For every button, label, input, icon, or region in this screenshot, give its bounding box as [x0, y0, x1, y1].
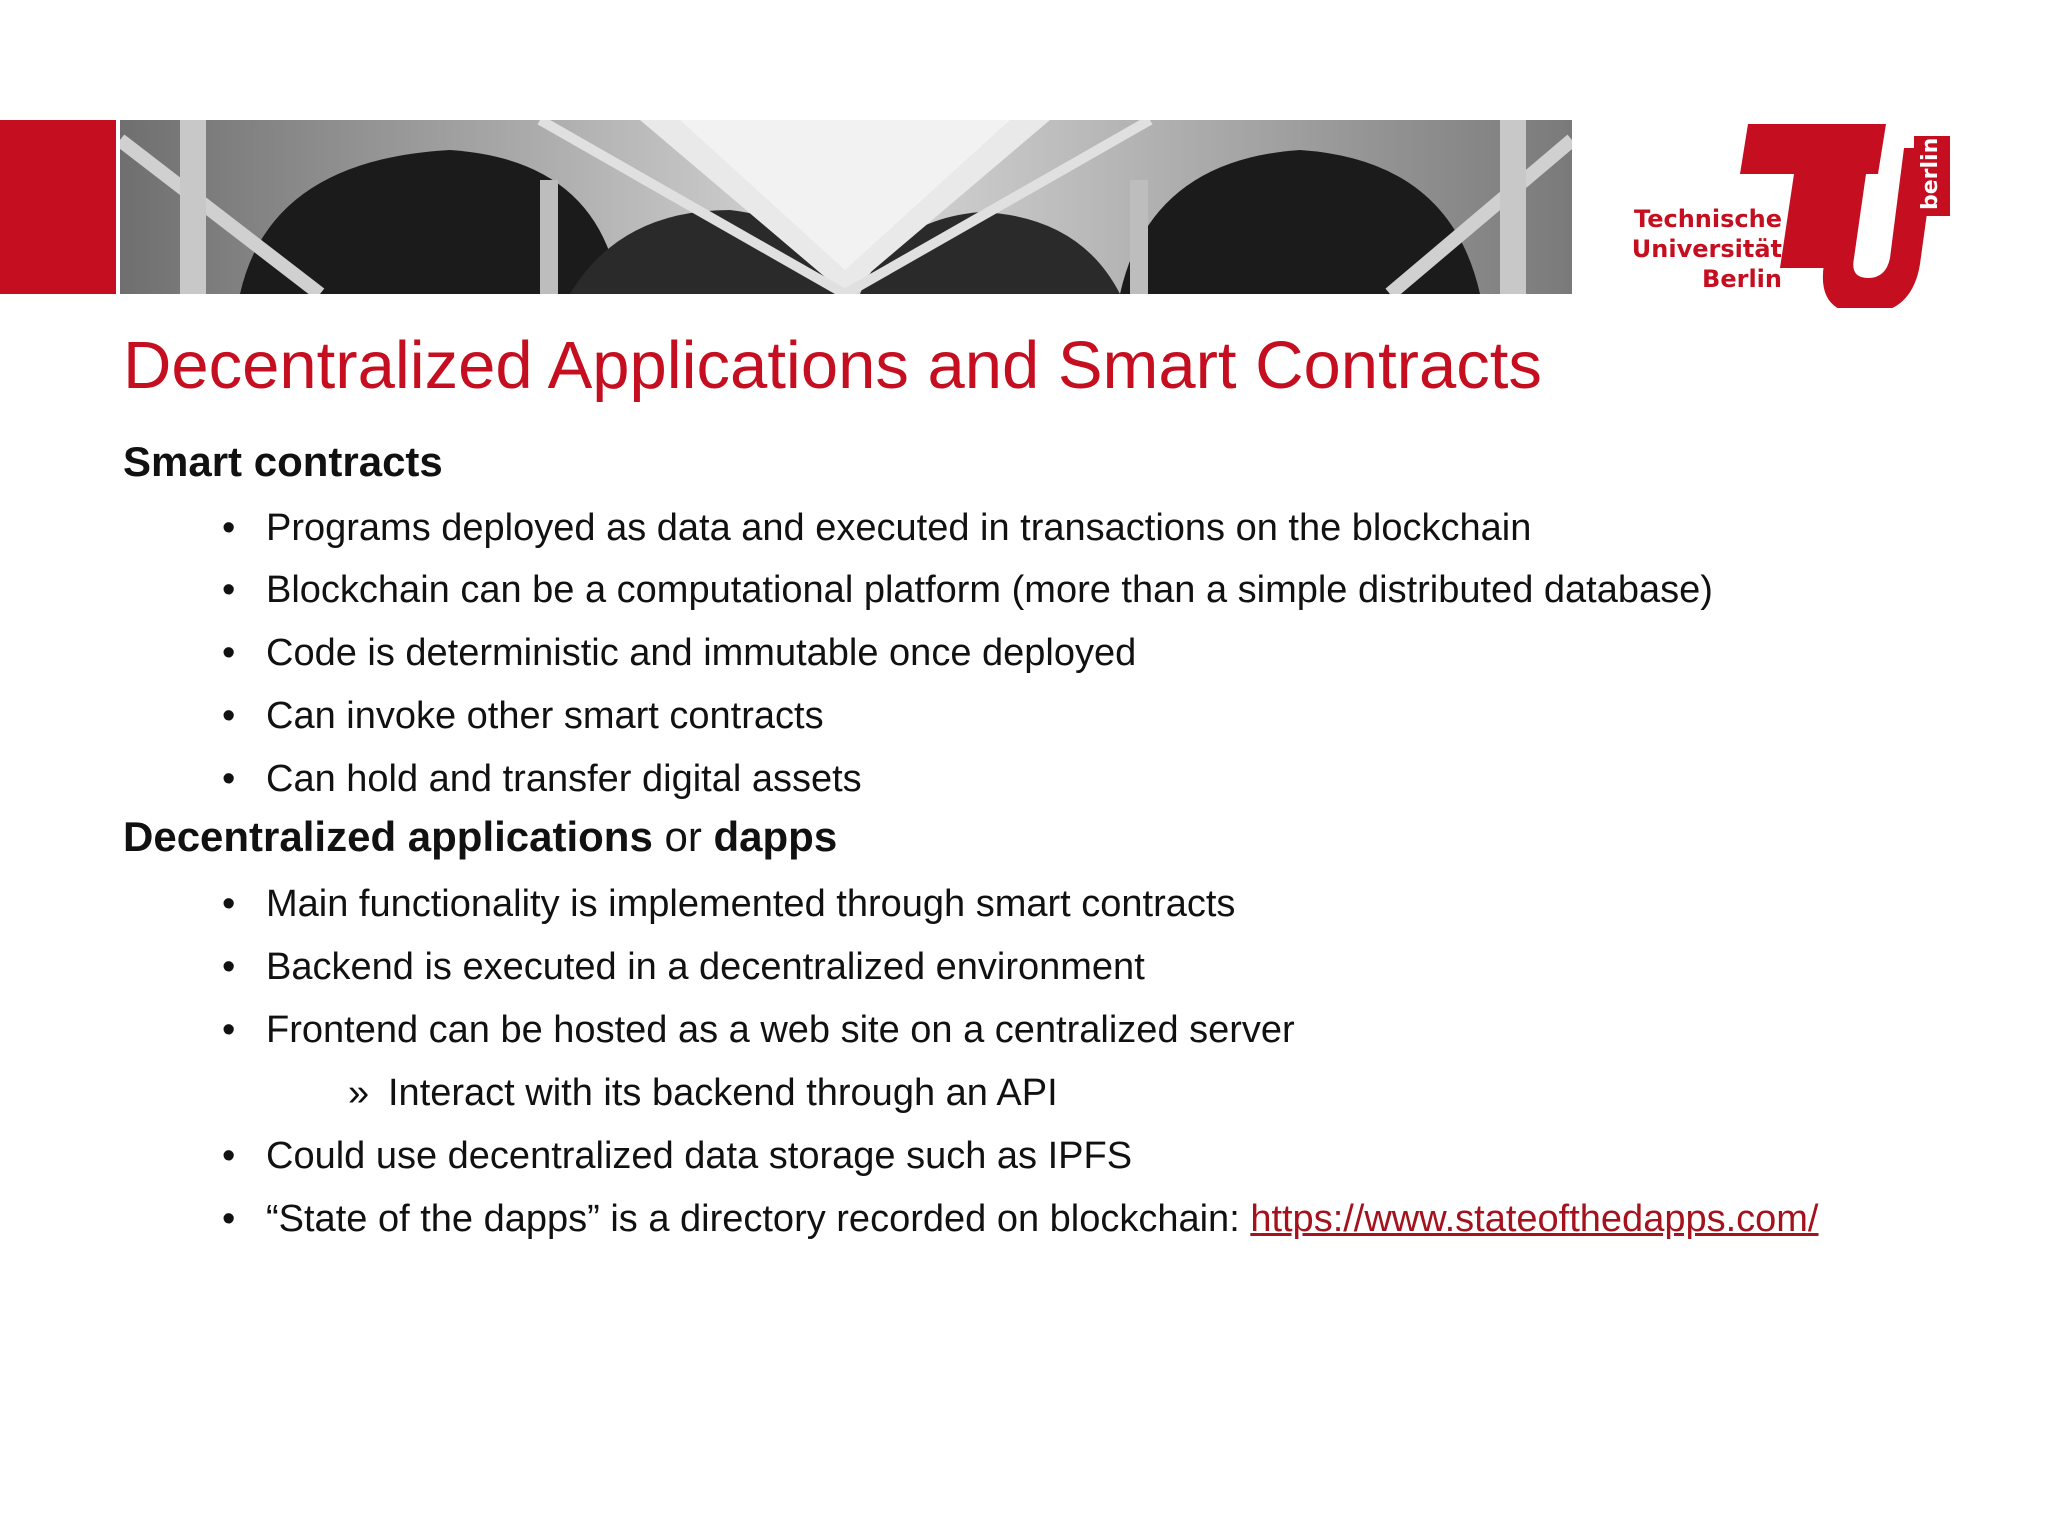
- header-red-block: [0, 120, 116, 294]
- list-item-text: Could use decentralized data storage such as IPFS: [266, 1135, 1133, 1177]
- bullet-marker: •: [222, 758, 236, 800]
- stateofthedapps-link[interactable]: https://www.stateofthedapps.com/: [1250, 1198, 1819, 1240]
- section-heading-smart-contracts: [123, 436, 443, 488]
- logo-word-technische: Technische: [1634, 205, 1782, 233]
- bullet-marker: •: [222, 507, 236, 549]
- list-item-text: [266, 1195, 1819, 1243]
- logo-word-berlin: Berlin: [1702, 265, 1782, 293]
- list-item-text: Can invoke other smart contracts: [266, 695, 824, 737]
- logo-word-universitaet: Universität: [1631, 235, 1782, 263]
- list-item-text-lead: “State of the dapps” is a directory recorded on blockchain:: [266, 1198, 1251, 1240]
- list-item-text: Programs deployed as data and executed in transactions on the blockchain: [266, 507, 1532, 549]
- bullet-marker: •: [222, 1135, 236, 1177]
- header-banner-image: [120, 120, 1572, 294]
- section-heading-part3: dapps: [713, 813, 838, 860]
- sub-list-item-text: Interact with its backend through an API: [388, 1072, 1058, 1114]
- logo-city-tag: berlin: [1918, 137, 1943, 210]
- list-item-text: Blockchain can be a computational platform (more than a simple distributed database): [266, 569, 1713, 611]
- section-heading-dapps: [123, 811, 837, 863]
- bullet-marker: •: [222, 883, 236, 925]
- list-item-text: Can hold and transfer digital assets: [266, 758, 862, 800]
- bullet-marker: •: [222, 1198, 236, 1240]
- list-item-text: Backend is executed in a decentralized environment: [266, 946, 1145, 988]
- list-item-text: Frontend can be hosted as a web site on a centralized server: [266, 1009, 1295, 1051]
- section-heading-part1: Decentralized applications: [123, 813, 653, 860]
- sub-bullet-marker: »: [348, 1072, 370, 1114]
- list-item-text: Code is deterministic and immutable once deployed: [266, 632, 1137, 674]
- tu-berlin-logo: [1628, 118, 1958, 308]
- bullet-marker: •: [222, 695, 236, 737]
- bullet-marker: •: [222, 632, 236, 674]
- list-item-text: Main functionality is implemented through smart contracts: [266, 883, 1236, 925]
- bullet-marker: •: [222, 1009, 236, 1051]
- bullet-marker: •: [222, 946, 236, 988]
- slide-title: Decentralized Applications and Smart Contracts: [123, 328, 1542, 403]
- section-heading-text: Smart contracts: [123, 438, 443, 485]
- bullet-marker: •: [222, 569, 236, 611]
- section-heading-part2: or: [652, 813, 714, 860]
- banner-architecture-picture: [120, 120, 1572, 294]
